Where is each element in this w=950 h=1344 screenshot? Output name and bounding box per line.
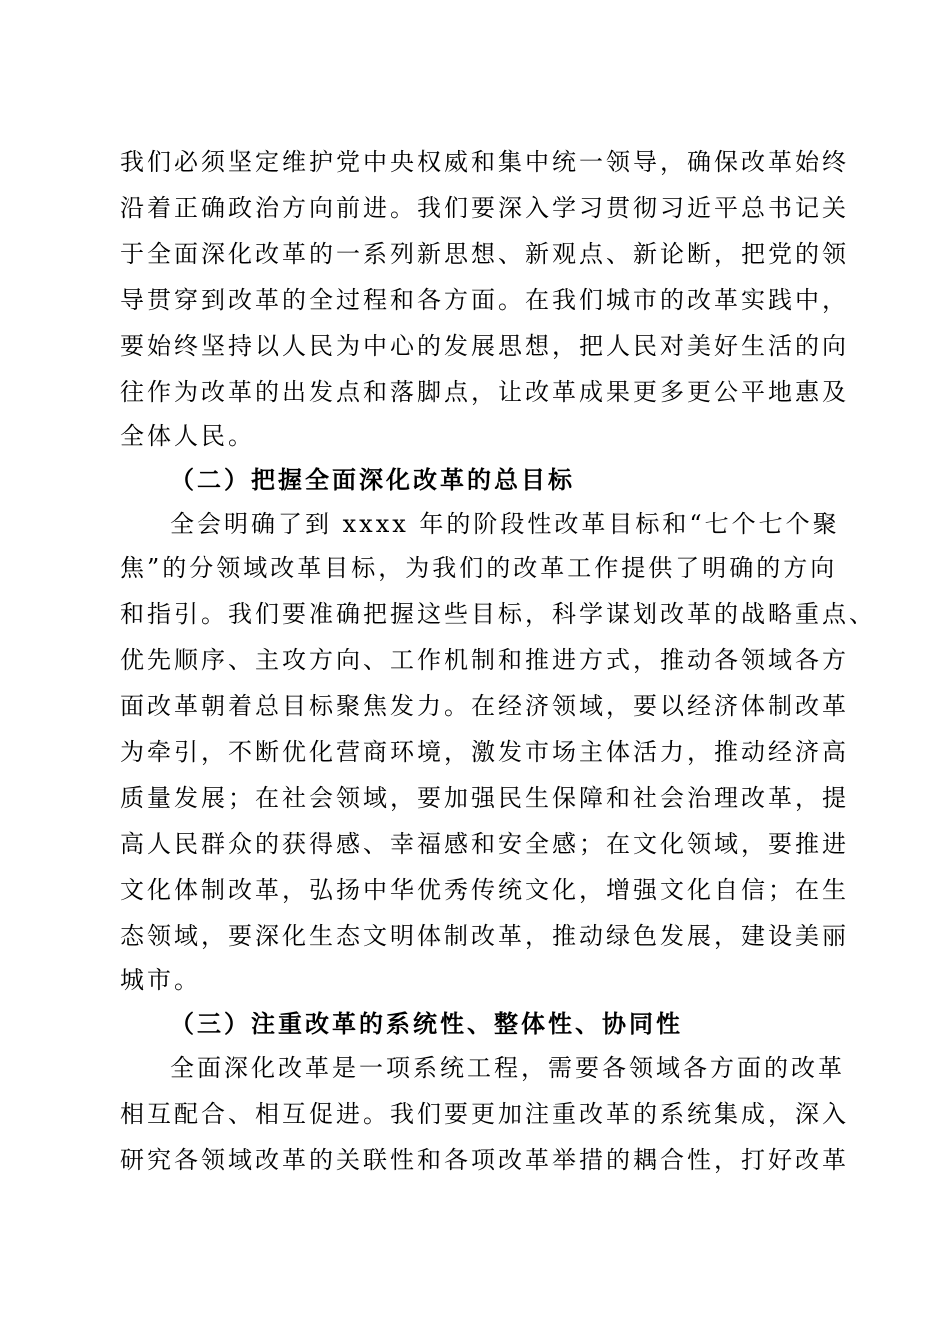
section-heading-2: （二）把握全面深化改革的总目标 [170,465,575,494]
body-text-line: 导贯穿到改革的全过程和各方面。在我们城市的改革实践中， [120,286,849,314]
section-heading-3: （三）注重改革的系统性、整体性、协同性 [170,1009,683,1038]
body-text-line: 高人民群众的获得感、幸福感和安全感；在文化领域，要推进 [120,830,849,858]
body-text-line: 于全面深化改革的一系列新思想、新观点、新论断，把党的领 [120,240,849,268]
body-text-line: 焦”的分领域改革目标，为我们的改革工作提供了明确的方向 [120,554,838,582]
body-text-line: 沿着正确政治方向前进。我们要深入学习贯彻习近平总书记关 [120,194,849,222]
body-text-line: 态领域，要深化生态文明体制改革，推动绿色发展，建设美丽 [120,922,849,950]
body-text-line: 要始终坚持以人民为中心的发展思想，把人民对美好生活的向 [120,332,849,360]
body-text-line: 研究各领域改革的关联性和各项改革举措的耦合性，打好改革 [120,1146,849,1174]
body-text-line: 相互配合、相互促进。我们要更加注重改革的系统集成，深入 [120,1100,849,1128]
body-text-line: 面改革朝着总目标聚焦发力。在经济领域，要以经济体制改革 [120,692,849,720]
body-text-line: 全会明确了到 xxxx 年的阶段性改革目标和“七个七个聚 [170,510,840,538]
body-text-line: 优先顺序、主攻方向、工作机制和推进方式，推动各领域各方 [120,646,849,674]
body-text-line: 为牵引，不断优化营商环境，激发市场主体活力，推动经济高 [120,738,849,766]
body-text-line: 质量发展；在社会领域，要加强民生保障和社会治理改革，提 [120,784,849,812]
body-text-line: 全体人民。 [120,422,255,450]
body-text-line: 和指引。我们要准确把握这些目标，科学谋划改革的战略重点、 [120,600,876,628]
body-text-line: 文化体制改革，弘扬中华优秀传统文化，增强文化自信；在生 [120,876,849,904]
body-text-line: 我们必须坚定维护党中央权威和集中统一领导，确保改革始终 [120,148,849,176]
body-text-line: 往作为改革的出发点和落脚点，让改革成果更多更公平地惠及 [120,378,849,406]
body-text-line: 城市。 [120,966,201,994]
body-text-line: 全面深化改革是一项系统工程，需要各领域各方面的改革 [170,1054,845,1082]
